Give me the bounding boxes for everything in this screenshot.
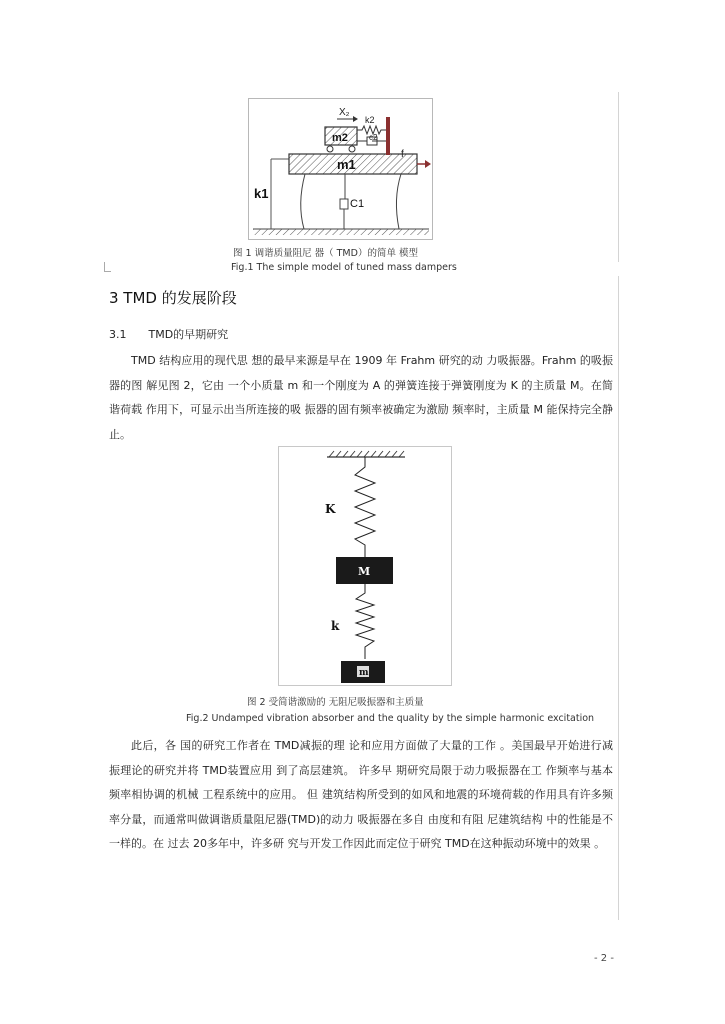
page-number: - 2 - — [594, 953, 614, 964]
label-x2: X₂ — [339, 107, 350, 118]
right-margin-rule-lower — [618, 276, 619, 920]
label-k: k — [331, 619, 340, 633]
support-post — [386, 117, 390, 155]
label-c1: C1 — [350, 198, 365, 210]
right-margin-rule-upper — [618, 92, 619, 262]
paragraph-1-text: TMD 结构应用的现代思 想的最早来源是早在 1909 年 Frahm 研究的动 力吸振器。Frahm 的吸振器的图 解见图 2，它由 一个小质量 m 和一个刚度为 A 的弹簧连接于弹簧刚度为 K 的主质量 M。在简谐荷载 作用下，可显示出当所连接的吸 振器的固有频率被确定为激励 频率时，主质量 M 能保持完全静止。 — [109, 354, 613, 441]
label-M: M — [358, 565, 371, 578]
paragraph-1 — [109, 349, 613, 447]
label-f: f — [401, 149, 404, 160]
figure-1-drawing — [249, 99, 432, 239]
label-m1: m1 — [337, 157, 356, 172]
paragraph-2-text: 此后，各 国的研究工作者在 TMD减振的理 论和应用方面做了大量的工作 。美国最早开始进行减 振理论的研究并将 TMD装置应用 到了高层建筑。 许多早 期研究局限于动力吸振器在工 作频率与基本频率相协调的机械 工程系统中的应用。 但 建筑结构所受到的如风和地震的环境荷载的作用具有许多频率分量，而通常叫做调谐质量阻尼器(TMD)的动力 吸振器在多自 由度和有阻 尼建筑结构 中的性能是不 一样的。在 过去 20多年中，许多研 究与开发工作因此而定位于研究 TMD在这种振动环境中的效果 。 — [109, 739, 613, 851]
figure-2-caption-cn: 图 2 受简谐激励的 无阻尼吸振器和主质量 — [247, 697, 424, 708]
figure-2-caption-en: Fig.2 Undamped vibration absorber and the quality by the simple harmonic excitation — [186, 713, 595, 724]
figure-2-drawing — [279, 447, 451, 685]
figure-2-absorber — [278, 446, 452, 686]
figure-1-tmd-model — [248, 98, 433, 240]
subsection-heading — [109, 326, 250, 342]
label-c2: c2 — [369, 133, 378, 142]
figure-1-caption-cn: 图 1 调谐质量阻尼 器（ TMD）的简单 模型 — [233, 248, 418, 259]
figure-1-caption-en: Fig.1 The simple model of tuned mass dampers — [231, 262, 457, 273]
subsection-title: TMD的早期研究 — [148, 328, 229, 341]
paragraph-2 — [109, 734, 613, 857]
label-m2: m2 — [332, 132, 348, 144]
spring-K — [355, 457, 375, 557]
subsection-number: 3.1 — [109, 328, 127, 341]
label-K: K — [325, 502, 336, 516]
label-m: m — [359, 668, 369, 678]
label-k1: k1 — [254, 186, 269, 201]
crop-mark — [104, 262, 111, 272]
ground-hatch — [253, 229, 429, 235]
spring-k — [356, 584, 374, 659]
section-heading: 3 TMD 的发展阶段 — [109, 289, 237, 307]
label-k2: k2 — [365, 115, 375, 125]
